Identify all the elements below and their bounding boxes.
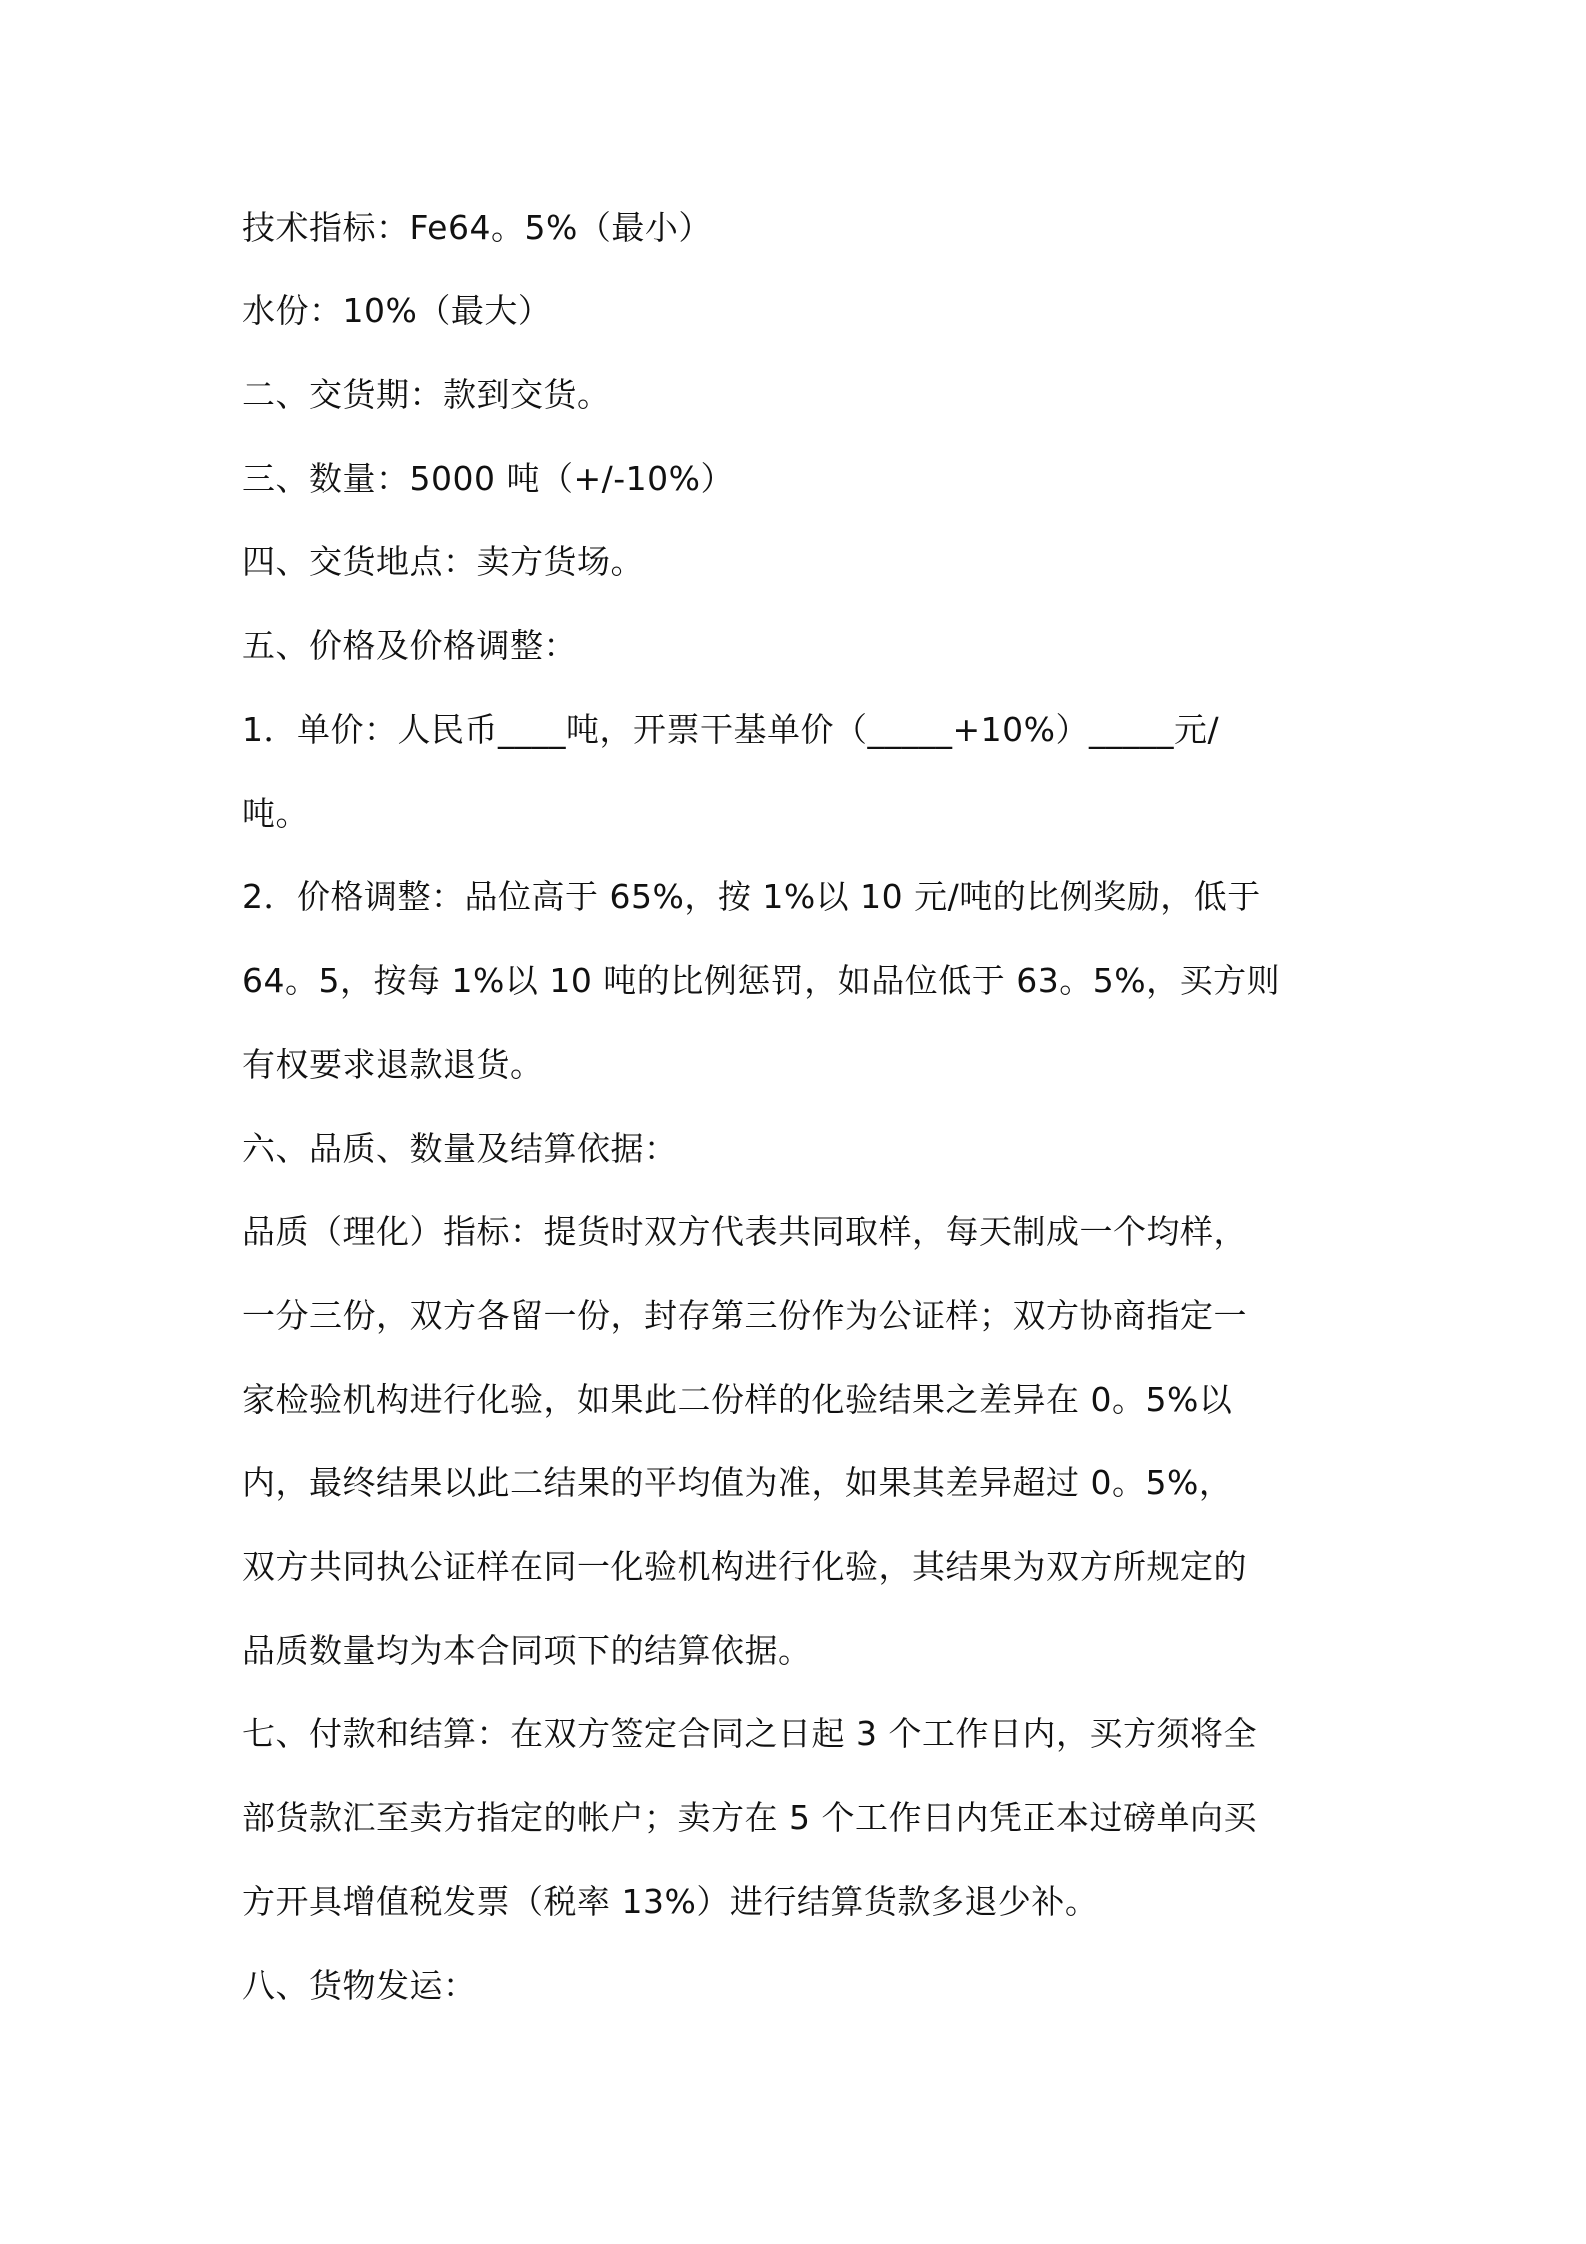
text-line: 六、品质、数量及结算依据：	[242, 1129, 678, 1168]
text-line: 八、货物发运：	[242, 1966, 477, 2005]
text-line: 1．单价：人民币____吨，开票干基单价（_____+10%）_____元/	[242, 710, 1220, 749]
text-line: 二、交货期：款到交货。	[242, 375, 611, 414]
text-line: 一分三份，双方各留一份，封存第三份作为公证样；双方协商指定一	[242, 1296, 1247, 1335]
text-line: 技术指标：Fe64。5%（最小）	[242, 208, 712, 247]
text-line: 三、数量：5000 吨（+/-10%）	[242, 459, 734, 498]
text-line: 部货款汇至卖方指定的帐户；卖方在 5 个工作日内凭正本过磅单向买	[242, 1798, 1257, 1837]
text-line: 四、交货地点：卖方货场。	[242, 542, 644, 581]
text-line: 内，最终结果以此二结果的平均值为准，如果其差异超过 0。5%，	[242, 1463, 1233, 1502]
text-line: 品质（理化）指标：提货时双方代表共同取样，每天制成一个均样，	[242, 1212, 1247, 1251]
text-line: 家检验机构进行化验，如果此二份样的化验结果之差异在 0。5%以	[242, 1380, 1233, 1419]
text-line: 双方共同执公证样在同一化验机构进行化验，其结果为双方所规定的	[242, 1547, 1247, 1586]
text-line: 七、付款和结算：在双方签定合同之日起 3 个工作日内，买方须将全	[242, 1714, 1257, 1753]
text-line: 水份：10%（最大）	[242, 291, 552, 330]
text-line: 方开具增值税发票（税率 13%）进行结算货款多退少补。	[242, 1882, 1099, 1921]
text-line: 64。5，按每 1%以 10 吨的比例惩罚，如品位低于 63。5%，买方则	[242, 961, 1281, 1000]
text-line: 五、价格及价格调整：	[242, 626, 577, 665]
text-line: 2．价格调整：品位高于 65%，按 1%以 10 元/吨的比例奖励，低于	[242, 877, 1261, 916]
text-line: 吨。	[242, 794, 309, 833]
text-line: 有权要求退款退货。	[242, 1045, 544, 1084]
text-line: 品质数量均为本合同项下的结算依据。	[242, 1631, 812, 1670]
